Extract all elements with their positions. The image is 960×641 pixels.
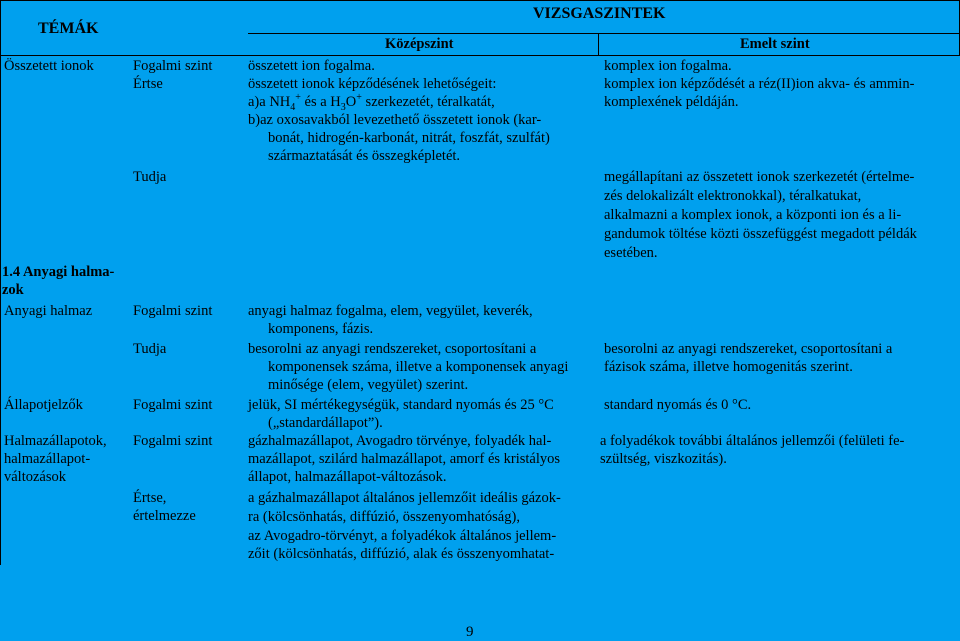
req-understand-interpret: Értse, <box>133 490 167 506</box>
topic-states-of-matter: halmazállapot- <box>4 451 91 467</box>
high-text: komplex ion képződését a réz(II)ion akva- és ammin- <box>604 76 915 92</box>
high-text: zés delokalizált elektronokkal), téralkatukat, <box>604 188 862 204</box>
section-heading: 1.4 Anyagi halma- <box>2 264 115 280</box>
rule-under-exams <box>248 33 960 34</box>
high-text: standard nyomás és 0 °C. <box>604 397 752 413</box>
mid-text: állapot, halmazállapot-változások. <box>248 469 447 485</box>
mid-text: anyagi halmaz fogalma, elem, vegyület, keverék, <box>248 303 533 319</box>
topic-states-of-matter: változások <box>4 469 67 485</box>
topic-material-system: Anyagi halmaz <box>4 303 93 319</box>
req-conceptual: Fogalmi szint <box>133 58 213 74</box>
header-high-level: Emelt szint <box>740 36 810 52</box>
req-conceptual: Fogalmi szint <box>133 433 213 449</box>
high-text: esetében. <box>604 245 658 261</box>
mid-text: komponens, fázis. <box>268 321 374 337</box>
topic-states-of-matter: Halmazállapotok, <box>4 433 107 449</box>
mid-text: mazállapot, szilárd halmazállapot, amorf és kristályos <box>248 451 561 467</box>
mid-text: az Avogadro-törvényt, a folyadékok általános jellem- <box>248 528 557 544</box>
high-text: besorolni az anyagi rendszereket, csoportosítani a <box>604 341 893 357</box>
rule-under-header <box>0 55 960 56</box>
mid-text: jelük, SI mértékegységük, standard nyomás és 25 °C <box>248 397 554 413</box>
mid-text: bonát, hidrogén-karbonát, nitrát, foszfát, szulfát) <box>268 130 550 146</box>
high-text: szültség, viszkozitás). <box>600 451 727 467</box>
mid-text: b)az oxosavakból levezethető összetett ionok (kar- <box>248 112 542 128</box>
high-text: fázisok száma, illetve homogenitás szerint. <box>604 359 853 375</box>
header-topics: TÉMÁK <box>38 20 99 37</box>
mid-text: összetett ionok képződésének lehetőségeit: <box>248 76 497 92</box>
rule-top <box>0 0 960 1</box>
mid-text: („standardállapot”). <box>268 415 383 431</box>
high-text: alkalmazni a komplex ionok, a központi ion és a li- <box>604 207 902 223</box>
mid-text-formula-line: a)a $NH_4^+$ és a $H_3O^+$ szerkezetét, téralkatát, <box>248 92 495 113</box>
topic-state-variables: Állapotjelzők <box>4 397 83 413</box>
high-text: komplex ion fogalma. <box>604 58 732 74</box>
high-text: megállapítani az összetett ionok szerkezetét (értelme- <box>604 169 915 185</box>
req-understand-interpret: értelmezze <box>133 508 196 524</box>
header-exam-levels: VIZSGASZINTEK <box>533 5 666 22</box>
section-heading: zok <box>2 282 24 298</box>
topic-compound-ions: Összetett ionok <box>4 58 94 74</box>
mid-text: komponensek száma, illetve a komponensek anyagi <box>268 359 569 375</box>
mid-text: ra (kölcsönhatás, diffúzió, összenyomhatóság), <box>248 509 520 525</box>
mid-text: a gázhalmazállapot általános jellemzőit ideális gázok- <box>248 490 561 506</box>
rule-left <box>0 0 1 565</box>
req-conceptual: Fogalmi szint <box>133 397 213 413</box>
mid-text: besorolni az anyagi rendszereket, csoportosítani a <box>248 341 537 357</box>
req-know: Tudja <box>133 169 167 185</box>
page-number: 9 <box>466 624 474 640</box>
mid-text: gázhalmazállapot, Avogadro törvénye, folyadék hal- <box>248 433 552 449</box>
rule-mid-high <box>598 34 599 56</box>
req-conceptual: Fogalmi szint <box>133 303 213 319</box>
header-mid-level: Középszint <box>385 36 454 52</box>
req-understand: Értse <box>133 76 163 92</box>
mid-text: minősége (elem, vegyület) szerint. <box>268 377 469 393</box>
high-text: komplexének példáján. <box>604 94 739 110</box>
mid-text: zőit (kölcsönhatás, diffúzió, alak és összenyomhatat- <box>248 546 555 562</box>
req-know: Tudja <box>133 341 167 357</box>
mid-text: származtatását és összegképletét. <box>268 148 461 164</box>
mid-text: összetett ion fogalma. <box>248 58 375 74</box>
high-text: gandumok töltése közti összefüggést megadott példák <box>604 226 917 242</box>
high-text: a folyadékok további általános jellemzői (felületi fe- <box>600 433 905 449</box>
